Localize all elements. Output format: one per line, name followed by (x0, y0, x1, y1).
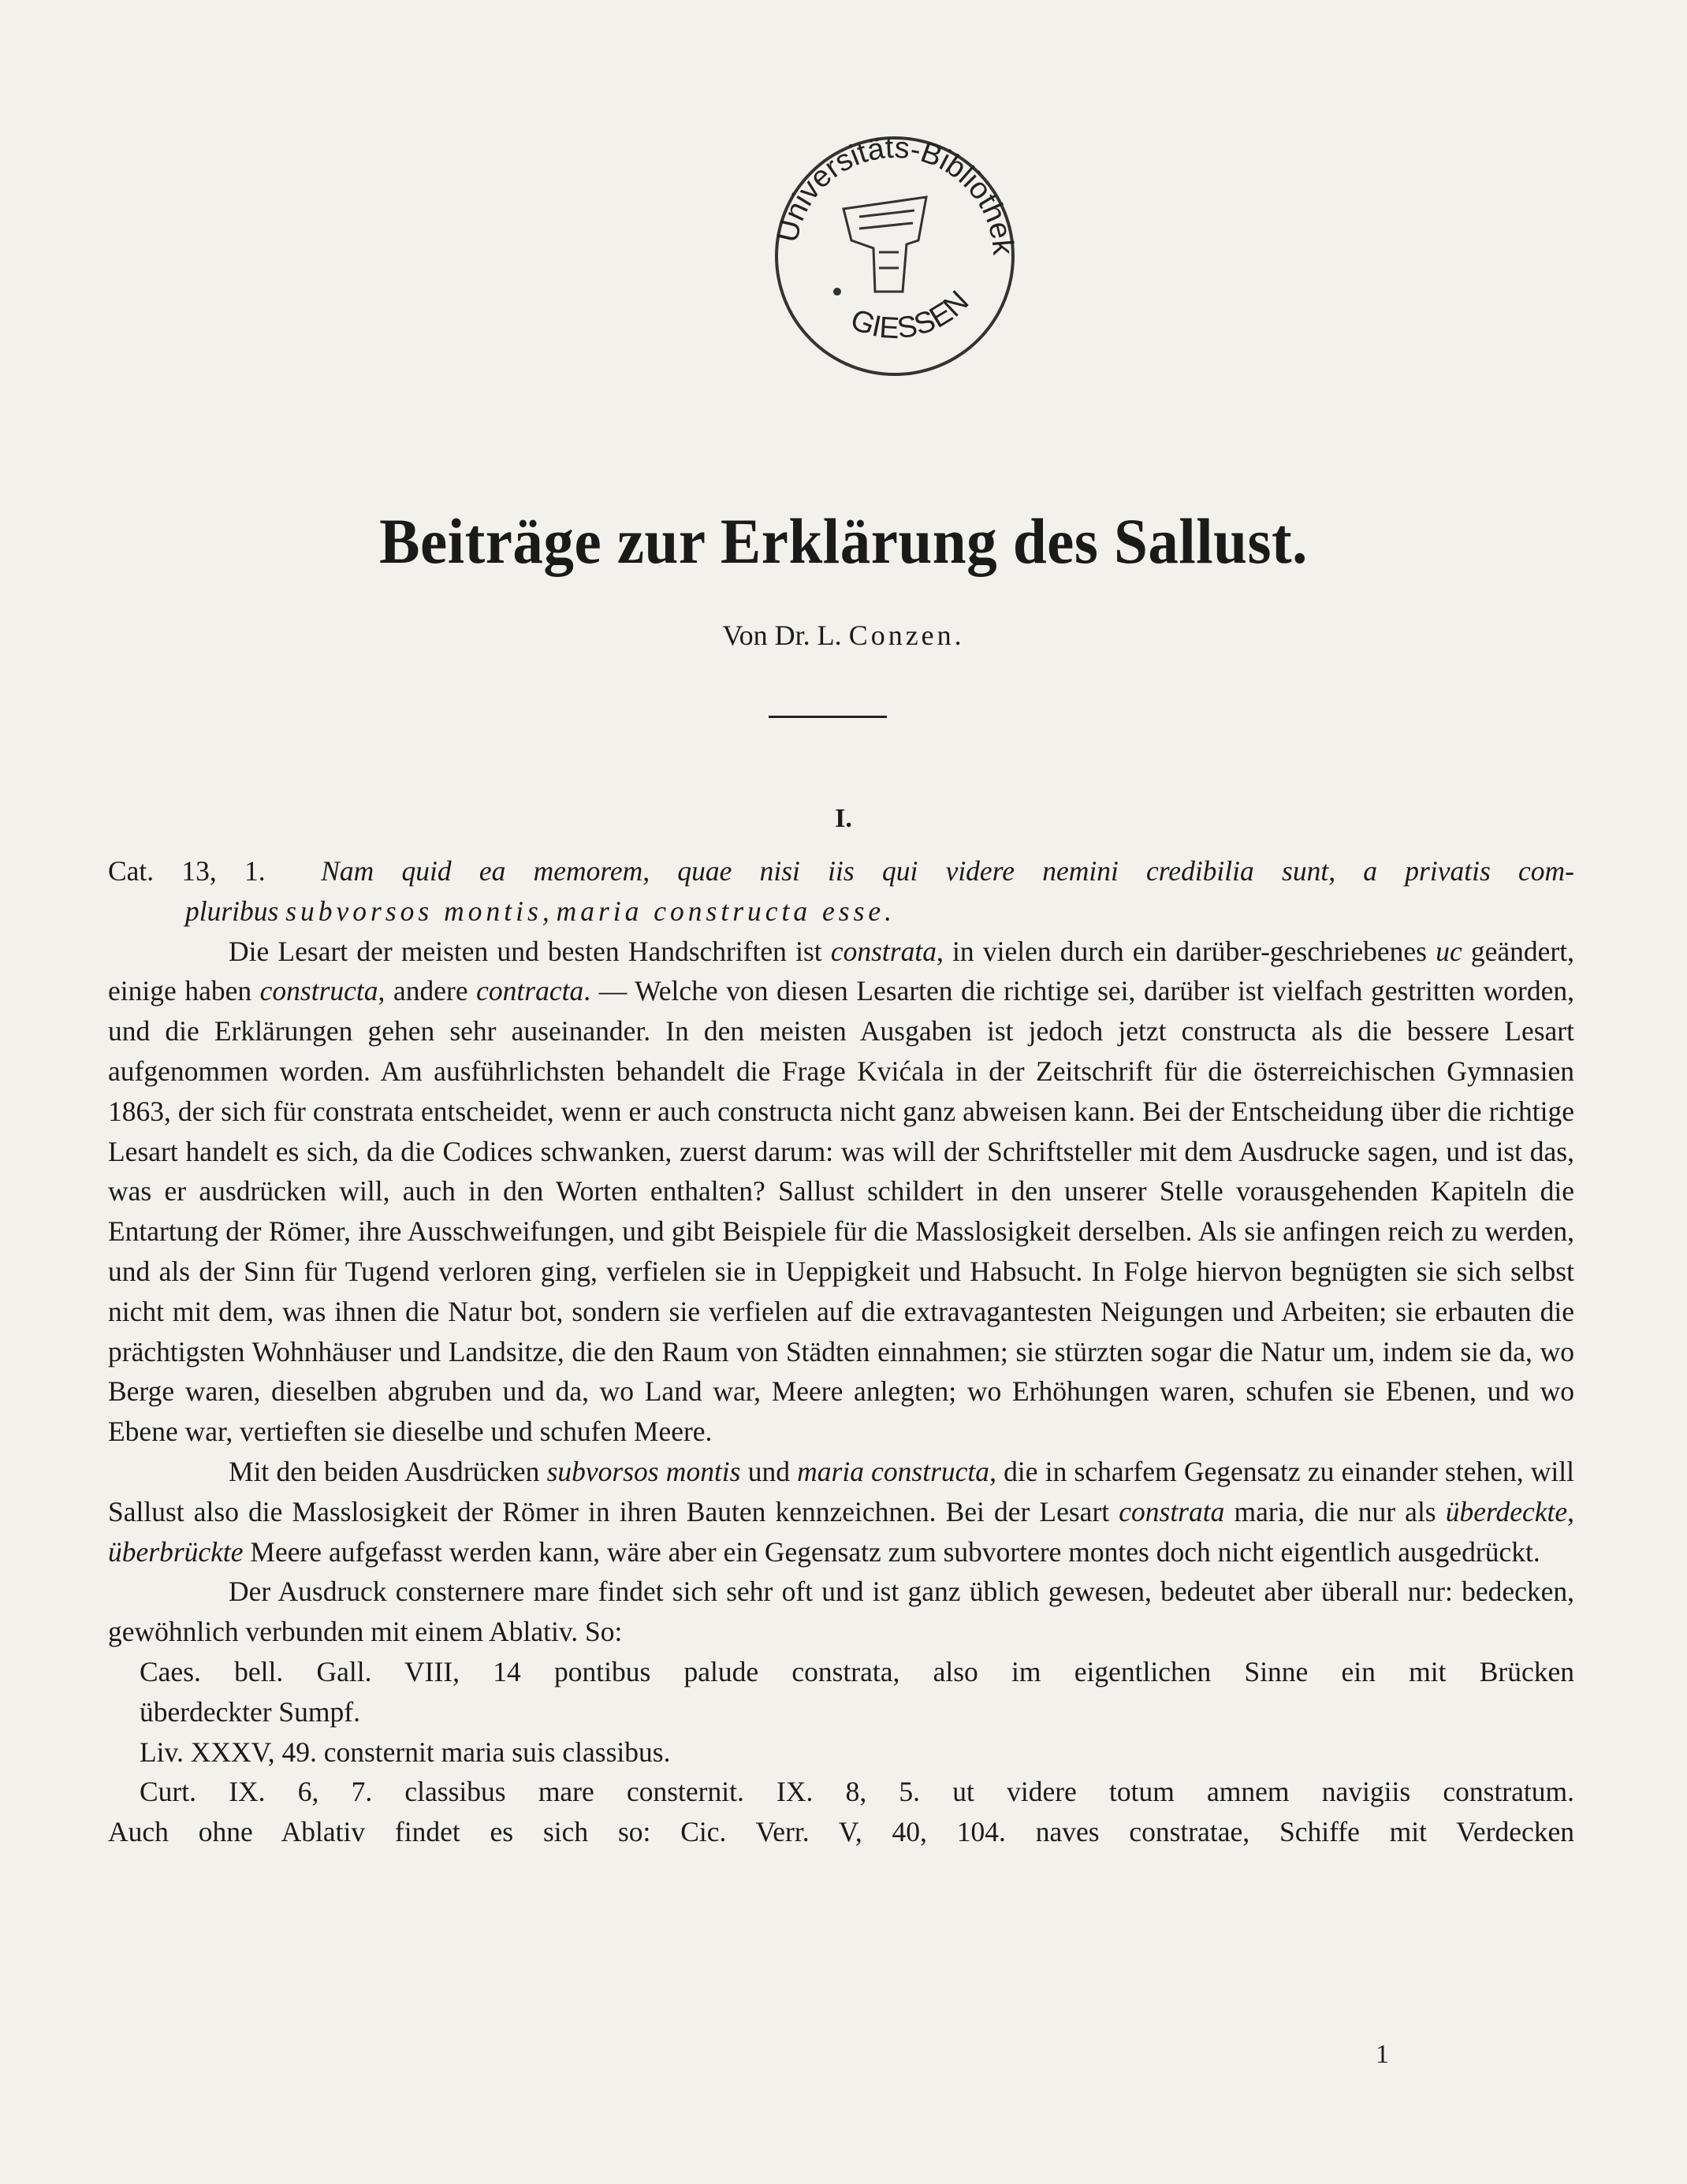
text-run: Mit den beiden Ausdrücken (229, 1455, 547, 1487)
stamp-text-top: Universitäts-Bibliothek (771, 131, 1020, 256)
library-stamp-seal (749, 122, 1041, 382)
italic-term: maria constructa (797, 1455, 990, 1487)
example-caesar-cont: überdeckter Sumpf. (140, 1695, 360, 1728)
body-text (108, 851, 1574, 1852)
page-number: 1 (1376, 2040, 1389, 2069)
paragraph-1 (108, 932, 1574, 1452)
paragraph-3: Der Ausdruck consternere mare findet sich sehr oft und ist ganz üblich gewesen, bedeutet aber überall nur: bedecken, gewöhnlich verbunden mit einem Ablativ. So: (108, 1576, 1574, 1648)
italic-term: constrata (830, 935, 937, 967)
author-line (0, 619, 1687, 652)
italic-term: subvorsos montis (546, 1455, 741, 1487)
text-run: , (1567, 1495, 1575, 1527)
text-run: Die Lesart der meisten und besten Handschriften ist (229, 935, 831, 967)
section-number: I. (835, 804, 852, 833)
text-run: und (740, 1455, 798, 1487)
stamp-text-bottom: GIESSEN (846, 285, 976, 346)
italic-term: überbrückte (108, 1535, 244, 1568)
italic-term: uc (1436, 935, 1462, 967)
citation (108, 851, 1574, 891)
text-run: maria, die nur als (1224, 1495, 1446, 1527)
author-name: Conzen. (848, 619, 965, 651)
citation-comma: , (542, 895, 549, 927)
text-run: , in vielen durch ein darüber-geschriebenes (936, 935, 1436, 967)
italic-term: constructa (259, 975, 378, 1007)
italic-term: überdeckte (1445, 1495, 1568, 1527)
example-caesar: Caes. bell. Gall. VIII, 14 pontibus palude constrata, also im eigentlichen Sinne ein mit Brücken (140, 1655, 1574, 1687)
text-run: geändert, einige haben (108, 935, 1574, 1007)
citation-word: pluribus (185, 895, 279, 927)
citation-spaced-phrase-2: maria constructa esse. (556, 895, 896, 927)
citation-line2 (108, 891, 1574, 932)
stamp-emblem-icon (844, 197, 926, 292)
paragraph-4: Auch ohne Ablativ findet es sich so: Cic. Verr. V, 40, 104. naves constratae, Schiffe mit Verdecken (108, 1816, 1574, 1848)
article-title: Beiträge zur Erklärung des Sallust. (379, 505, 1308, 577)
citation-quote-line1: Nam quid ea memorem, quae nisi iis qui videre nemini credibilia sunt, a privatis com- (321, 855, 1574, 887)
stamp-dot-icon (833, 288, 841, 296)
text-run: , die in scharfem Gegensatz zu einander stehen, will Sallust also die Masslosigkeit der Römer in ihren Bauten kennzeichnen. Bei der Lesart (108, 1455, 1575, 1527)
example-curtius: Curt. IX. 6, 7. classibus mare consternit. IX. 8, 5. ut videre totum amnem navigiis constratum. (140, 1776, 1574, 1808)
text-run: , andere (378, 975, 477, 1007)
italic-term: constrata (1119, 1495, 1225, 1527)
citation-spaced-phrase-1: subvorsos montis (285, 895, 542, 927)
text-run: Meere aufgefasst werden kann, wäre aber ein Gegensatz zum subvortere montes doch nicht eigentlich ausgedrückt. (243, 1535, 1540, 1568)
title-divider (769, 716, 887, 718)
italic-term: contracta (476, 975, 584, 1007)
paragraph-2 (108, 1452, 1574, 1572)
text-run: . — Welche von diesen Lesarten die richtige sei, darüber ist vielfach gestritten worden, und die Erklärungen gehen sehr auseinander. In den meisten Ausgaben ist jedoch jetzt constructa als die bessere Lesart aufgenommen worden. Am ausführlichsten behandelt die Frage Kvićala in der Zeitschrift für die österreichischen Gymnasien 1863, der sich für constrata entscheidet, wenn er auch constructa nicht ganz abweisen kann. Bei der Entscheidung über die richtige Lesart handelt es sich, da die Codices schwanken, zuerst darum: was will der Schriftsteller mit dem Ausdrucke sagen, und ist das, was er ausdrücken will, auch in den Worten enthalten? Sallust schildert in den unserer Stelle vorausgehenden Kapiteln die Entartung der Römer, ihre Ausschweifungen, und gibt Beispiele für die Masslosigkeit derselben. Als sie anfingen reich zu werden, und als der Sinn für Tugend verloren ging, verfielen sie in Ueppigkeit und Habsucht. In Folge hiervon begnügten sie sich selbst nicht mit dem, was ihnen die Natur bot, sondern sie verfielen auf die extravagantesten Neigungen und Arbeiten; sie erbauten die prächtigsten Wohnhäuser und Landsitze, die den Raum von Städten einnahmen; sie stürzten sogar die Natur um, indem sie da, wo Berge waren, dieselben abgruben und da, wo Land war, Meere anlegten; wo Erhöhungen waren, schufen sie Ebenen, und wo Ebene war, vertieften sie dieselbe und schufen Meere. (108, 975, 1574, 1448)
example-livy: Liv. XXXV, 49. consternit maria suis classibus. (140, 1736, 671, 1768)
library-stamp (749, 122, 1041, 382)
citation-reference: Cat. 13, 1. (108, 855, 266, 887)
author-prefix: Von Dr. L. (722, 619, 842, 651)
